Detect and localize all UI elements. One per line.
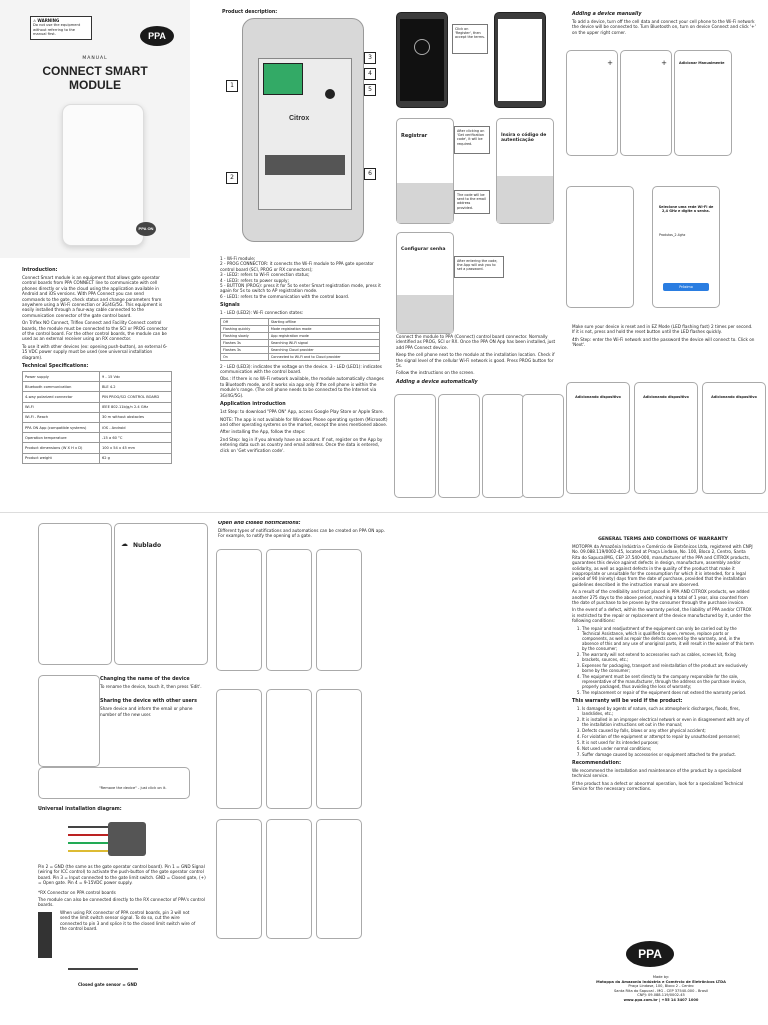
- callout-email: The code will be sent to the email address provided.: [454, 190, 490, 214]
- pcb-image: [258, 58, 352, 210]
- spec-row: [23, 402, 172, 412]
- void-condition: 7. Suffer damage caused by accessories or equipment attached to the product.: [582, 752, 754, 757]
- spec-row: [23, 392, 172, 402]
- rename-share-panel: [100, 673, 204, 753]
- wire-1: [68, 826, 108, 828]
- company-site: www.ppa.com.br | +55 14 3407 1000: [623, 997, 699, 1002]
- rename-heading: Changing the name of the device: [100, 677, 190, 682]
- step4-text: 4th Step: enter the Wi-Fi network and the password the device will connect to. Click on 'Next'.: [572, 336, 755, 348]
- callout-4: 4: [364, 68, 376, 80]
- phone-notif-8: [266, 819, 312, 939]
- spec-row: [23, 453, 172, 463]
- manual-add-heading: Adding a device manually: [572, 12, 642, 17]
- wifi-title: Selecione uma rede Wi-Fi de 2,4 GHz e digite a senha.: [658, 205, 714, 214]
- warranty-conditions-list: [572, 626, 754, 695]
- code-title: Insira o código de autenticação: [501, 133, 547, 143]
- wifi-module-chip: [263, 63, 303, 95]
- intro-panel: [0, 258, 190, 512]
- manual-add-steps: [566, 320, 762, 366]
- spec-row-cell: 9 - 15 Vdc: [99, 372, 171, 382]
- pins-text: Pin 2 = GND (the same as the gate operator control board). Pin 1 = GND Signal (wiring for ICC control) to activate the push-button of the gate operator control board. Pin 3 = Input connected to the gate limit switch. GND = Closed gate, (+) = Open gate. Pin 4 = 9-15VDC power supply.: [38, 864, 206, 886]
- signals-intro: 1 - LED (LED2): Wi-Fi connection states:: [220, 310, 304, 316]
- app-install-text: 1st Step: to download "PPA ON" App, access Google Play Store or Apple Store.: [220, 409, 384, 415]
- spec-row-cell: Wi-Fi: [23, 402, 100, 412]
- spec-row-cell: iOS - Android: [99, 423, 171, 433]
- adding-label-2: Adicionando dispositivo: [643, 395, 689, 399]
- spec-row-cell: BLE 4.2: [99, 382, 171, 392]
- keyboard-image-2: [397, 295, 453, 333]
- phone-auto-3: [482, 394, 524, 498]
- connector-image: [108, 822, 146, 856]
- phone-password: [396, 232, 454, 334]
- signal-row-cell: Flashing quickly: [221, 325, 269, 332]
- spec-row-cell: -15 a 60 °C: [99, 433, 171, 443]
- void-heading: This warranty will be void if the product:: [572, 698, 683, 704]
- spec-row-cell: PPA ON App (compatible systems): [23, 423, 100, 433]
- phone-code: [496, 118, 554, 224]
- spec-row: [23, 443, 172, 453]
- callout-password: After entering the code, the App will ask you to set a password.: [454, 256, 504, 278]
- signal-row: [221, 318, 380, 325]
- product-details: [220, 256, 388, 512]
- signal-row-cell: Searching Wi-Fi signal: [268, 339, 379, 346]
- signal-row-cell: Starting offline: [268, 318, 379, 325]
- warranty-condition: 5. The replacement or repair of the equipment does not extend the warranty period.: [582, 690, 754, 695]
- cloud-icon: ☁: [121, 540, 128, 548]
- warranty-extended: As a result of the credibility and trust placed in PPA AND CITROX products, we added another 275 days to the above period, reaching a total of 1 year, also counted from the date of purchase to be proven by the consumer through the purchase invoice.: [572, 589, 750, 606]
- rx-wire: [68, 968, 138, 970]
- phone-home-screen: [114, 523, 208, 665]
- connect-instructions: [392, 334, 562, 394]
- phone-notif-3: [316, 549, 362, 671]
- home-title: Nublado: [133, 542, 162, 549]
- made-by: Made by:: [652, 975, 670, 979]
- warranty-condition: 2. The warranty will not extend to accessories such as cables, screws kit, fixing brackets, sources, etc.;: [582, 652, 754, 662]
- spec-row-cell: Operation temperature: [23, 433, 100, 443]
- callout-3: 3: [364, 52, 376, 64]
- signal-row-cell: On: [221, 353, 269, 360]
- prog-button: [325, 89, 335, 99]
- phone-terms: [494, 12, 546, 108]
- register-title: Registrar: [401, 133, 428, 139]
- wire-3: [68, 842, 108, 844]
- phone-notif-2: [266, 549, 312, 671]
- rx-note: When using RX connector of PPA control boards, pin 3 will not send the limit switch sensor signal. To do so, cut the wire connected to pin 3 and splice it to the closed limit switch wire of the control board.: [60, 909, 196, 932]
- signal-row: [221, 353, 380, 360]
- product-item: 1 - Wi-Fi module;: [220, 256, 256, 261]
- closed-sensor-label: Closed gate sensor = GND: [78, 981, 138, 987]
- open-text: Different types of notifications and automations can be created on PPA ON app. For example, to notify the opening of a gate.: [218, 528, 385, 539]
- phone-adding-2: [634, 382, 698, 494]
- signal-row: [221, 339, 380, 346]
- rec-text: We recommend the installation and maintenance of the product by a specialized technical service.: [572, 767, 742, 779]
- spec-row-cell: Power supply: [23, 372, 100, 382]
- manual-sheet-back: [0, 512, 768, 1025]
- universal-panel: [38, 803, 208, 1025]
- board-brand: Citrox: [289, 115, 310, 122]
- ppa-on-logo: PPA ON: [136, 222, 156, 236]
- specs-table: [22, 371, 172, 464]
- phone-notif-6: [316, 689, 362, 809]
- share-text: Share device and inform the email or phone number of the new user.: [100, 706, 193, 717]
- product-item: 2 - PROG CONNECTOR: it connects the Wi-Fi module to PPA gate operator control board (SCI, PROG or RX connectors);: [220, 261, 374, 272]
- rec-heading: Recommendation:: [572, 760, 621, 766]
- signal-row: [221, 346, 380, 353]
- spec-row: [23, 382, 172, 392]
- signal-row-cell: Flashes 3s: [221, 346, 269, 353]
- note-text: NOTE: The app is not available for Windows Phone operating system (Microsoft) and other operating systems on the market, except the ones mentioned above.: [220, 416, 388, 427]
- warranty-heading: GENERAL TERMS AND CONDITIONS OF WARRANTY: [598, 537, 728, 542]
- rx-connector-image: [38, 912, 52, 958]
- warning-text: Do not use the equipment without referring to the manual first.: [33, 23, 81, 37]
- product-heading: Product description:: [222, 10, 278, 15]
- connect-text: Connect the module to PPA (Connect) control board connector. Normally identified as PROG, SCI or RX. Once the PPA ON App has been installed, just add PPA Connect device.: [396, 334, 556, 350]
- footer-brand-logo: PPA: [626, 941, 674, 967]
- add-plus-icon-2: +: [661, 59, 667, 67]
- keypad-image: [497, 176, 553, 223]
- app-logo-icon: [414, 39, 430, 55]
- rename-text: To rename the device, touch it, then press 'Edit'.: [100, 684, 202, 689]
- warranty-condition: 1. The repair and readjustment of the equipment can only be carried out by the Technical Assistance, which is qualified to open, remove, replace parts or components, as well as repair the defects covered by the warranty, and, in the absence of this and any use of unoriginal parts, it will result in the waiver of this term by the consumer;: [582, 626, 754, 651]
- warranty-condition: 3. Expenses for packaging, transport and reinstallation of the product are exclusively borne by the consumer;: [582, 663, 754, 673]
- warning-box: [30, 16, 92, 40]
- phone-reset-device: [566, 186, 634, 308]
- wifi-name[interactable]: Produtos_2.4ghz: [659, 233, 686, 237]
- phone-login: [396, 12, 448, 108]
- follow-text: Follow the instructions on the screen.: [396, 370, 475, 376]
- manual-add-text: To add a device, turn off the cell data and connect your cell phone to the Wi-Fi network the device will be connected to. Turn Bluetooth on, turn on device Connect and click '+' on the upper right corner.: [572, 19, 756, 35]
- product-image: [62, 104, 144, 246]
- signal-row-cell: Off: [221, 318, 269, 325]
- phone-auto-4: [522, 394, 564, 498]
- warranty-condition: 4. The equipment must be sent directly to the company responsible for the sale, representative of the manufacturer, through the address on the purchase invoice, properly packaged, thus avoiding the loss of warranty;: [582, 674, 754, 689]
- signal-row-cell: Mode registration mode: [268, 325, 379, 332]
- remove-device-screens: [38, 767, 190, 799]
- spec-row-cell: 62 g: [99, 453, 171, 463]
- manual-label: MANUAL: [82, 56, 108, 61]
- spec-row-cell: 4-way polarized connector: [23, 392, 100, 402]
- product-title: [0, 64, 190, 92]
- signals-heading: Signals: [220, 303, 240, 309]
- spec-row-cell: 100 x 54 x 45 mm: [99, 443, 171, 453]
- manufacturer-info: [572, 975, 750, 1003]
- brand-logo: PPA: [140, 26, 174, 46]
- void-condition: 2. It is installed in an improper electrical network or even in disagreement with any of the installation instructions set out in the manual;: [582, 717, 754, 727]
- signal-row-cell: App registration mode: [268, 332, 379, 339]
- intro-text-2: On Triflex NO Connect, Triflex Connect and Facility Connect control boards, the module must be connected to the SCI or PROG connector of the control board. For the other control boards, the module can be used as an external receiver using an RX connector.: [22, 320, 168, 342]
- company-name: Motoppa da Amazonia Indústria e Comércio de Eletrônicos LTDA: [596, 979, 726, 984]
- led-notes: 2 - LED (LED3): indicates the voltage on the device. 3 - LED (LED1): indicates communication with the control board.: [220, 363, 382, 375]
- phone-register: [396, 118, 454, 224]
- void-conditions-list: [572, 706, 754, 757]
- void-condition: 6. Not used under normal conditions;: [582, 746, 754, 751]
- warranty-conditions-intro: In the event of a defect, within the warranty period, the liability of PPA and/or CITROX is restricted to the repair or replacement of the device manufactured by it, under the following conditions:: [572, 607, 752, 624]
- phone-manual-add: [674, 50, 732, 156]
- phone-wifi: [652, 186, 720, 308]
- obs-text: Obs.: If there is no Wi-Fi network available, the module automatically changes to Bluetooth mode, and it works via app only if the cell phone is within the module's range. (The cell phone needs to be connected to the Internet via 3G/4G/5G).: [220, 376, 384, 398]
- cover-panel: [0, 0, 190, 258]
- phone-auto-1: [394, 394, 436, 498]
- remove-text: "Remove the device" - just click on it.: [99, 786, 167, 790]
- spec-row-cell: Product weight: [23, 453, 100, 463]
- phone-notif-4: [216, 689, 262, 809]
- phone-rename: [38, 675, 100, 767]
- phone-device-list: [38, 523, 112, 665]
- callout-2: 2: [226, 172, 238, 184]
- product-item: 5 - BUTTON (PROG): press it for 5s to enter Smart registration mode, press it again for 5s to switch to AP registration mode.: [220, 283, 381, 294]
- password-title: Configurar senha: [401, 247, 446, 252]
- spec-row: [23, 412, 172, 422]
- adding-label-1: Adicionando dispositivo: [575, 395, 621, 399]
- callout-1: 1: [226, 80, 238, 92]
- company-address: Praça Lindase, 100, Bloco 2 - Centro: [628, 984, 694, 989]
- void-condition: 4. For violation of the equipment or attempt to repair by unauthorized personnel;: [582, 734, 754, 739]
- phone-notif-5: [266, 689, 312, 809]
- callout-register: Click on 'Register', then accept the terms.: [452, 24, 488, 54]
- spec-row-cell: Bluetooth communication: [23, 382, 100, 392]
- after-text: After installing the App, follow the steps:: [220, 429, 306, 435]
- phone-notif-9: [316, 819, 362, 939]
- spec-row: [23, 423, 172, 433]
- spec-row-cell: 30 m without obstacles: [99, 412, 171, 422]
- signals-table: [220, 318, 380, 361]
- void-condition: 1. Is damaged by agents of nature, such as atmospheric discharges, floods, fires, landslides, etc.;: [582, 706, 754, 716]
- intro-text-1: Connect Smart module is an equipment that allows gate operator control boards from PPA CONNECT line to communicate with cell phones directly or via the cloud using the application available in Android and iOS versions. With PPA Connect you can send commands to the gate, check status and change parameters from anywhere using a Wi-Fi connection or 3G/4G/5G. This equipment is easily installed through a four-way cable connected to the communication connector of the gate control board.: [22, 275, 163, 318]
- universal-heading: Universal installation diagram:: [38, 807, 122, 812]
- spec-row-cell: IEEE 802.11b/g/n 2.4 GHz: [99, 402, 171, 412]
- product-items-list: [220, 256, 388, 299]
- auto-heading: Adding a device automatically: [396, 379, 478, 385]
- prog-connector: [265, 155, 345, 175]
- intro-heading: Introduction:: [22, 268, 58, 273]
- warning-icon: ⚠: [33, 19, 37, 23]
- phone-auto-2: [438, 394, 480, 498]
- notifications-panel: [214, 521, 394, 551]
- specs-heading: Technical Specifications:: [22, 364, 89, 370]
- keyboard-image: [397, 183, 453, 223]
- phone-notif-7: [216, 819, 262, 939]
- product-title-line1: CONNECT SMART: [42, 64, 148, 78]
- spec-row: [23, 433, 172, 443]
- intro-text-3: To use it with other devices (ex: opening push-button), an external 6-15 VDC power supply must be used (see universal installation diagram).: [22, 343, 168, 360]
- product-item: 6 - LED1: refers to the communication with the control board.: [220, 293, 350, 299]
- void-condition: 3. Defects caused by falls, blows or any other physical accident;: [582, 728, 754, 733]
- adding-label-3: Adicionando dispositivo: [711, 395, 757, 399]
- signal-row: [221, 332, 380, 339]
- wire-2: [68, 834, 108, 836]
- add-plus-icon: +: [607, 59, 613, 67]
- product-item: 4 - LED3: refers to power supply;: [220, 277, 289, 283]
- open-heading: Open and closed notifications:: [218, 521, 301, 526]
- share-heading: Sharing the device with other users: [100, 699, 197, 705]
- spec-row-cell: Wi-Fi - Reach: [23, 412, 100, 422]
- step2-text: 2nd Step: log in if you already have an account. If not, register on the App by entering data such as country and email address. Once the data is entered, click on 'Get verification code'.: [220, 436, 383, 453]
- signal-row-cell: Connected to Wi-Fi and to Cloud provider: [268, 353, 379, 360]
- universal-diagram: [38, 814, 208, 864]
- signal-row-cell: Searching Cloud provider: [268, 346, 379, 353]
- keep-text: Keep the cell phone next to the module at the installation location. Check if the signal level of the cellular Wi-Fi network is good. Press PROG button for 5s.: [396, 352, 555, 369]
- phone-adding-1: [566, 382, 630, 494]
- spec-row-cell: PIN PROG/SCI CONTROL BOARD: [99, 392, 171, 402]
- company-cnpj: CNPJ: 09.088.119/0002-45: [637, 993, 685, 998]
- signal-row-cell: Flashes 3s: [221, 339, 269, 346]
- phone-notif-1: [216, 549, 262, 671]
- manual-sheet-front: [0, 0, 768, 512]
- step3-text: Make sure your device is reset and in EZ Mode (LED flashing fast) 2 times per second. If it is not, press and hold the reset button until the LED flashes quickly.: [572, 324, 753, 335]
- phone-add-device: [620, 50, 672, 156]
- signal-row-cell: Flashing slowly: [221, 332, 269, 339]
- company-city: Santa Rita do Sapucaí - MG - CEP 37540-000 - Brasil: [614, 988, 708, 993]
- product-item: 3 - LED2: refers to Wi-Fi connection status;: [220, 272, 310, 278]
- rec-text-2: If the product has a defect or abnormal operation, look for a specialized Technical Service for the necessary corrections.: [572, 780, 744, 791]
- callout-5: 5: [364, 84, 376, 96]
- next-button[interactable]: Próximo: [663, 283, 709, 291]
- rx-heading: *RX Connector on PPA control boards: [38, 889, 116, 895]
- warning-title: WARNING: [37, 18, 60, 23]
- spec-row: [23, 372, 172, 382]
- wire-4: [68, 850, 108, 852]
- phone-adding-3: [702, 382, 766, 494]
- spec-row-cell: Product dimensions (W X H x D): [23, 443, 100, 453]
- callout-verification: After clicking on 'Get verification code', it will be required.: [454, 126, 490, 154]
- callout-6: 6: [364, 168, 376, 180]
- product-title-line2: MODULE: [69, 78, 121, 92]
- phone-home: [566, 50, 618, 156]
- rx-diagram: [38, 910, 208, 990]
- warranty-intro: MOTOPPA da Amazônia Indústria e Comércio de Eletrônicos Ltda, registered with CNPJ No. 09.088.119/0002-45, located at Praça Lindase, No. 100, Bloco 2, Centro, Santa Rita do Sapucaí/MG, CEP 37.540-000, manufacturer of the PPA and CITROX products, guarantees this device against defects in design, manufacture, assembly and/or solidarity, as well as against defects in the quality of the product that make it inappropriate or unsuitable for the consumption for which it is intended, for a legal period of 90 (ninety) days from the date of purchase, provided that the installation guidelines described in the instruction manual are observed.: [572, 544, 753, 587]
- app-install-heading: Application introduction: [220, 402, 286, 408]
- manual-add-screen-title: Adicionar Manualmente: [679, 61, 725, 65]
- signal-row: [221, 325, 380, 332]
- void-condition: 5. It is not used for its intended purpose;: [582, 740, 754, 745]
- rx-text: The module can also be connected directly to the RX connector of PPA's control boards.: [38, 897, 205, 908]
